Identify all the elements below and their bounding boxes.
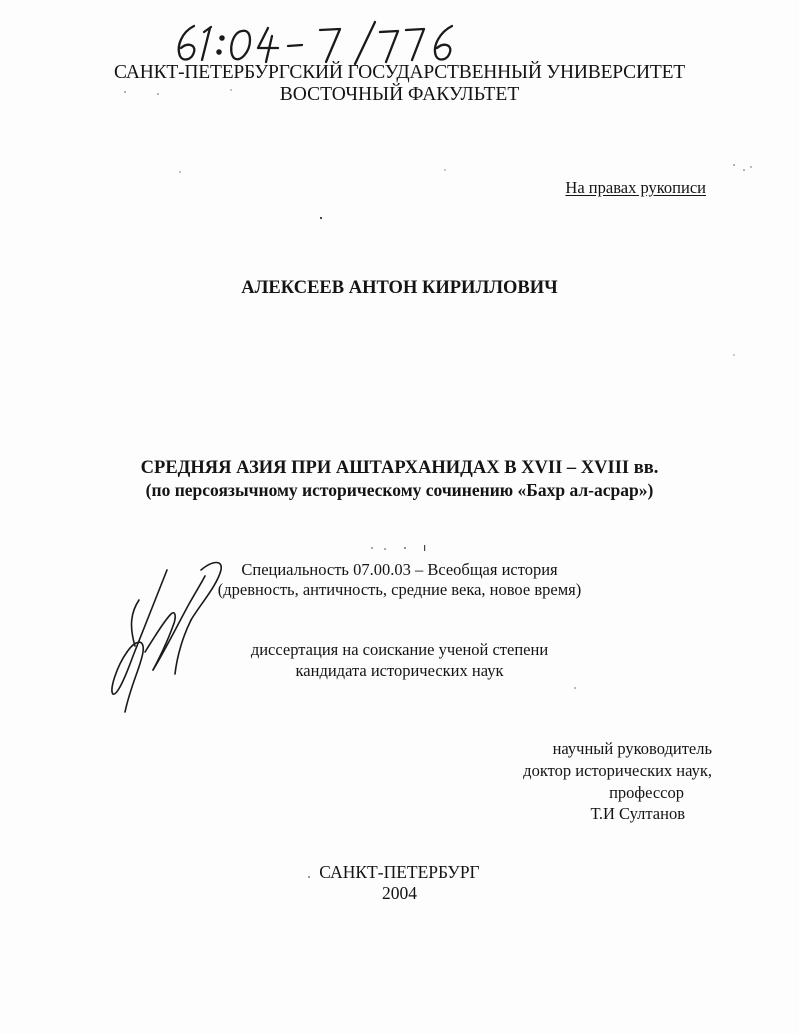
dissertation-subtitle: (по персоязычному историческому сочинению «Бахр ал-асрар») [145, 480, 654, 500]
year: 2004 [382, 883, 417, 903]
specialty-line: Специальность 07.00.03 – Всеобщая история [241, 560, 558, 579]
dissertation-purpose: диссертация на соискание ученой степени [250, 640, 549, 659]
supervisor-name: Т.И Султанов [590, 804, 685, 823]
degree-sought: кандидата исторических наук [295, 661, 504, 680]
handwritten-archive-number [170, 18, 460, 66]
handwritten-signature [105, 556, 240, 716]
supervisor-degree: доктор исторических наук, [523, 761, 712, 780]
university-name: САНКТ-ПЕТЕРБУРГСКИЙ ГОСУДАРСТВЕННЫЙ УНИВЕРСИТЕТ [113, 62, 686, 83]
faculty-name: ВОСТОЧНЫЙ ФАКУЛЬТЕТ [279, 84, 520, 105]
manuscript-rights-note: На правах рукописи [565, 178, 706, 197]
city: САНКТ-ПЕТЕРБУРГ [319, 862, 480, 882]
supervisor-role: научный руководитель [552, 739, 712, 758]
specialty-detail: (древность, античность, средние века, новое время) [217, 580, 582, 599]
author-name: АЛЕКСЕЕВ АНТОН КИРИЛЛОВИЧ [241, 278, 558, 298]
supervisor-position: профессор [609, 783, 684, 802]
dissertation-title: СРЕДНЯЯ АЗИЯ ПРИ АШТАРХАНИДАХ В XVII – XVIII вв. [140, 458, 659, 478]
